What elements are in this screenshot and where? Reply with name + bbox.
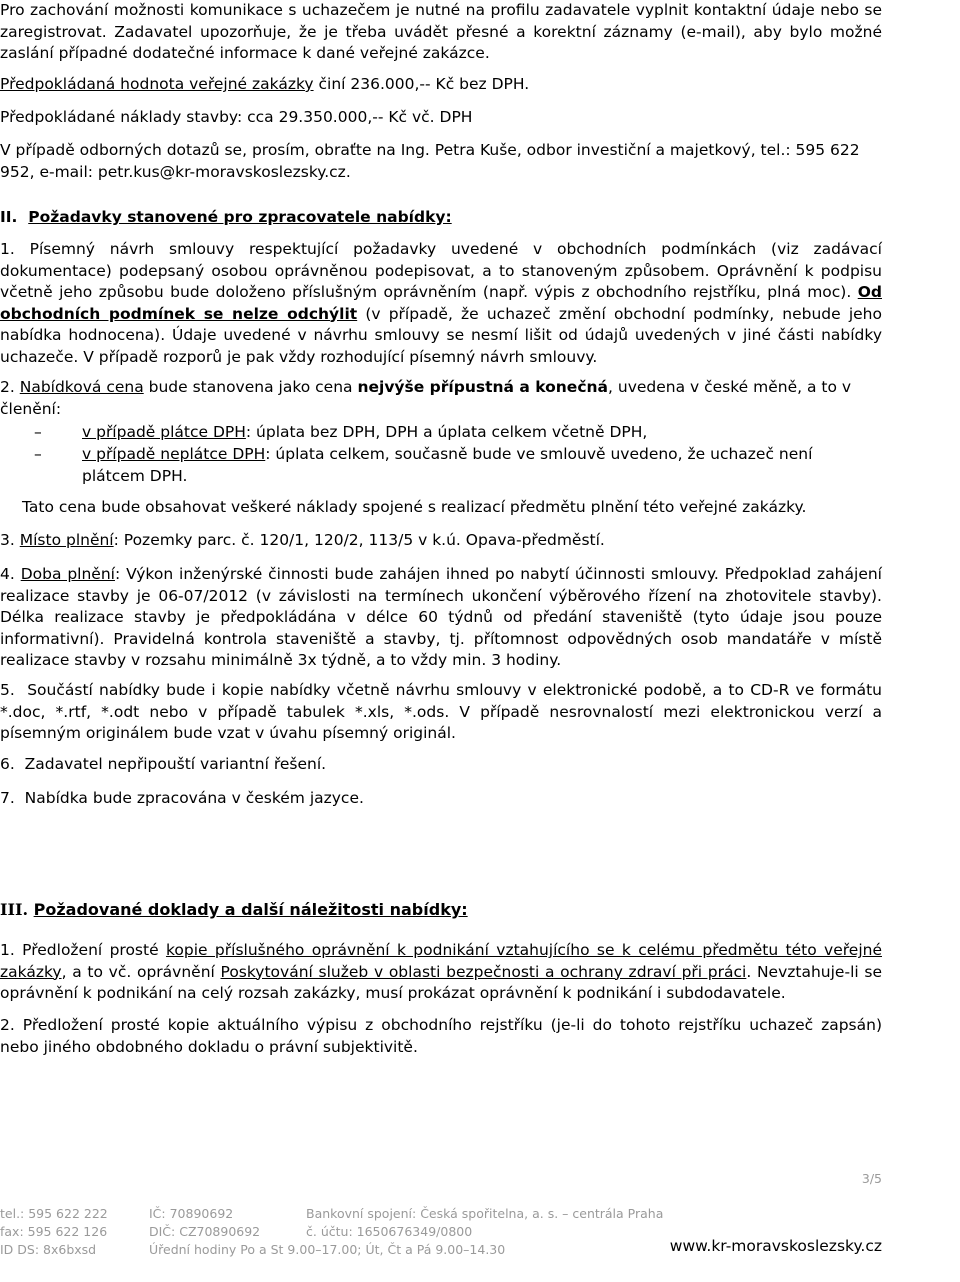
section-2-title: Požadavky stanovené pro zpracovatele nabídky: bbox=[28, 208, 452, 226]
dash-bullet: – bbox=[34, 423, 42, 441]
s3-item-1-number: 1. bbox=[0, 941, 15, 959]
s2-item-2-note bbox=[22, 497, 882, 519]
s3-item-1-text-c: . Nevztahuje-li se oprávnění k podnikání na celý rozsah zakázky, musí prokázat oprávnění k podnikání i subdodavatele. bbox=[0, 962, 882, 1002]
vat-payer-label: v případě plátce DPH bbox=[82, 423, 246, 441]
footer-data-box: ID DS: 8x6bxsd bbox=[0, 1242, 97, 1257]
contact-text: V případě odborných dotazů se, prosím, obraťte na Ing. Petra Kuše, odbor investiční a majetkový, tel.: 595 622 952, e-mail: petr.kus@kr-moravskoslezsky.cz. bbox=[0, 141, 860, 181]
page-number: 3/5 bbox=[861, 1171, 882, 1186]
footer-ic: IČ: 70890692 bbox=[149, 1206, 234, 1221]
section-2-number: II. bbox=[0, 208, 18, 226]
s3-item-2-number: 2. bbox=[0, 1016, 15, 1034]
s2-item-1-text-a: Písemný návrh smlouvy respektující požadavky uvedené v obchodních podmínkách (viz zadávací dokumentace) podepsaný osobou oprávněnou podepisovat, a to stanoveným způsobem. Oprávnění k podpisu včetně jeho způsobu bude doloženo příslušným oprávněním (např. výpis z obchodního rejstříku, plná moc). bbox=[0, 240, 882, 301]
s2-item-6 bbox=[0, 754, 882, 776]
estimated-cost-text: Předpokládané náklady stavby: cca 29.350.000,-- Kč vč. DPH bbox=[0, 108, 473, 126]
s3-item-1-text-a: Předložení prosté bbox=[14, 941, 166, 959]
s2-item-1 bbox=[0, 239, 882, 368]
s2-item-4-label: Doba plnění bbox=[20, 565, 115, 583]
s2-item-2-text-b: , uvedena v české měně, a to v členění: bbox=[0, 378, 852, 418]
section-2-heading bbox=[0, 207, 882, 229]
non-vat-payer-label: v případě neplátce DPH bbox=[82, 445, 266, 463]
s2-item-2-bullet-1-text bbox=[82, 422, 834, 444]
footer-office-hours: Úřední hodiny Po a St 9.00–17.00; Út, Čt a Pá 9.00–14.30 bbox=[149, 1242, 506, 1257]
s2-item-2-text-a: bude stanovena jako cena bbox=[143, 378, 358, 396]
dash-bullet: – bbox=[34, 445, 42, 463]
estimated-value-label: Předpokládaná hodnota veřejné zakázky bbox=[0, 75, 314, 93]
footer-account: č. účtu: 1650676349/0800 bbox=[306, 1224, 473, 1239]
contact-paragraph bbox=[0, 140, 882, 183]
s2-item-2-bullet-non-vat-payer bbox=[34, 444, 834, 487]
intro-registration-text: Pro zachování možnosti komunikace s uchazečem je nutné na profilu zadavatele vyplnit kontaktní údaje nebo se zaregistrovat. Zadavatel upozorňuje, že je třeba uvádět přesné a korektní záznamy (e-mail), aby bylo možné zaslání případné dodatečné informace k dané veřejné zakázce. bbox=[0, 1, 882, 62]
s2-item-5-number: 5. bbox=[0, 681, 15, 699]
footer-fax: fax: 595 622 126 bbox=[0, 1224, 108, 1239]
footer-website-link[interactable]: www.kr-moravskoslezsky.cz bbox=[669, 1237, 882, 1255]
s2-item-2-note-text: Tato cena bude obsahovat veškeré náklady spojené s realizací předmětu plnění této veřejné zakázky. bbox=[22, 498, 807, 516]
footer-bank: Bankovní spojení: Česká spořitelna, a. s. – centrála Praha bbox=[306, 1206, 664, 1221]
s2-item-1-text-b: (v případě, že uchazeč změní obchodní podmínky, nebude jeho nabídka hodnocena). Údaje uvedené v návrhu smlouvy se nesmí lišit od údajů uvedených v jiné části nabídky uchazeče. V případě rozporů je pak vždy rozhodující písemný návrh smlouvy. bbox=[0, 304, 882, 366]
s2-item-6-text: Zadavatel nepřipouští variantní řešení. bbox=[24, 755, 327, 773]
section-3-number: III. bbox=[0, 900, 29, 919]
section-3-title: Požadované doklady a další náležitosti nabídky: bbox=[33, 900, 468, 919]
s2-item-2 bbox=[0, 377, 882, 420]
s3-item-1 bbox=[0, 940, 882, 1005]
s3-item-1-text-b: , a to vč. oprávnění bbox=[61, 962, 221, 981]
s2-item-2-number: 2. bbox=[0, 378, 15, 396]
s2-item-2-emphasis: nejvýše přípustná a konečná bbox=[357, 378, 609, 396]
s2-item-3-text: : Pozemky parc. č. 120/1, 120/2, 113/5 v k.ú. Opava-předměstí. bbox=[113, 531, 605, 549]
footer-dic: DIČ: CZ70890692 bbox=[149, 1224, 261, 1239]
section-3-heading bbox=[0, 899, 882, 921]
s2-item-6-number: 6. bbox=[0, 755, 15, 773]
s2-item-4-number: 4. bbox=[0, 565, 15, 583]
s2-item-2-bullet-vat-payer bbox=[34, 422, 834, 444]
s3-item-1-license-copy: kopie příslušného oprávnění k podnikání vztahujícího se k celému předmětu této veřejné zakázky bbox=[0, 941, 882, 981]
footer-contact-column bbox=[0, 1205, 108, 1259]
s2-item-7-text: Nabídka bude zpracována v českém jazyce. bbox=[24, 789, 364, 807]
footer-tel: tel.: 595 622 222 bbox=[0, 1206, 108, 1221]
s3-item-1-safety-services: Poskytování služeb v oblasti bezpečnosti a ochrany zdraví při práci bbox=[220, 962, 747, 981]
s2-item-3 bbox=[0, 530, 882, 552]
s2-item-7-number: 7. bbox=[0, 789, 15, 807]
s2-item-4-text: : Výkon inženýrské činnosti bude zahájen ihned po nabytí účinnosti smlouvy. Předpoklad zahájení realizace stavby je 06-07/2012 (v závislosti na termínech ukončení výběrového řízení na zhotovitele stavby). Délka realizace stavby je předpokládána v délce 60 týdnů od předání staveniště (tyto údaje jsou pouze informativní). Pravidelná kontrola staveniště a stavby, tj. přítomnost odpovědných osob mandatáře v místě realizace stavby v rozsahu minimálně 3x týdně, a to vždy min. 3 hodiny. bbox=[0, 565, 882, 669]
vat-payer-text: : úplata bez DPH, DPH a úplata celkem včetně DPH, bbox=[245, 423, 648, 441]
footer-bank-column bbox=[306, 1205, 663, 1241]
s2-item-1-emphasis: Od obchodních podmínek se nelze odchýlit bbox=[0, 283, 882, 323]
s2-item-2-label: Nabídková cena bbox=[19, 378, 144, 396]
s2-item-5 bbox=[0, 680, 882, 745]
s2-item-4 bbox=[0, 564, 882, 672]
s3-item-2 bbox=[0, 1015, 882, 1058]
estimated-value-paragraph bbox=[0, 74, 882, 96]
s2-item-3-number: 3. bbox=[0, 531, 15, 549]
non-vat-payer-text: : úplata celkem, současně bude ve smlouvě uvedeno, že uchazeč není plátcem DPH. bbox=[82, 445, 813, 485]
estimated-value-text: činí 236.000,-- Kč bez DPH. bbox=[313, 75, 530, 93]
s2-item-7 bbox=[0, 788, 882, 810]
s3-item-2-text: Předložení prosté kopie aktuálního výpisu z obchodního rejstříku (je-li do tohoto rejstříku uchazeč zapsán) nebo jiného obdobného dokladu o právní subjektivitě. bbox=[0, 1016, 882, 1056]
estimated-cost-paragraph bbox=[0, 107, 882, 129]
s2-item-2-bullet-2-text bbox=[82, 444, 834, 487]
s2-item-1-number: 1. bbox=[0, 240, 15, 258]
s2-item-5-text: Součástí nabídky bude i kopie nabídky včetně návrhu smlouvy v elektronické podobě, a to CD-R ve formátu *.doc, *.rtf, *.odt nebo v případě tabulek *.xls, *.ods. V případě nesrovnalostí mezi elektronickou verzí a písemným originálem bude vzat v úvahu písemný originál. bbox=[0, 681, 883, 742]
intro-registration-paragraph bbox=[0, 0, 882, 65]
s2-item-3-label: Místo plnění bbox=[19, 531, 114, 549]
